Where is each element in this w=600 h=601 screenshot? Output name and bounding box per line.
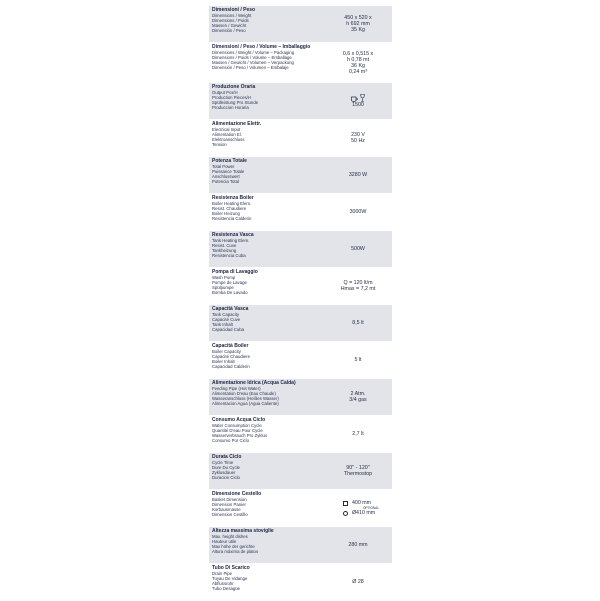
spec-row <box>209 379 392 416</box>
spec-translation: Water Consumption Cycle <box>212 423 262 428</box>
spec-translation: Dimensión / Peso / Volumen – Embalaje <box>212 65 289 71</box>
spec-values <box>324 195 392 229</box>
spec-translation: Capacité Chaudiere <box>212 354 250 360</box>
spec-title: Potenza Totale <box>212 158 247 164</box>
spec-value: 1500 <box>352 102 364 108</box>
spec-title: Durata Ciclo <box>212 454 242 460</box>
spec-translation: Boiler Heating Elem. <box>212 201 252 206</box>
spec-row <box>209 43 392 83</box>
spec-labels <box>212 417 324 451</box>
spec-values <box>324 491 392 525</box>
spec-labels <box>212 195 324 229</box>
spec-values <box>324 565 392 599</box>
spec-translation: Korbausmasse <box>212 507 241 513</box>
spec-translation: Production Pieces/H <box>212 95 251 101</box>
spec-value: Ø 28 <box>352 579 364 585</box>
spec-value: h 692 mm <box>346 21 370 27</box>
spec-value: 450 x 520 x <box>344 15 372 21</box>
spec-row <box>209 120 392 157</box>
spec-values <box>324 343 392 377</box>
spec-labels <box>212 343 324 377</box>
spec-translation: Abflussrohr <box>212 581 234 587</box>
spec-value: 230 V <box>351 132 365 138</box>
spec-values <box>324 44 392 81</box>
spec-translation: Wasseranschluss (Heißes Wasser) <box>212 396 279 402</box>
spec-labels <box>212 380 324 414</box>
spec-translation: Bomba De Lavado <box>212 290 248 296</box>
spec-translation: Capacidad Calderin <box>212 364 250 370</box>
spec-translation: Anschlusswert <box>212 174 240 180</box>
spec-row <box>209 564 392 601</box>
spec-row <box>209 527 392 564</box>
spec-title: Alimentazione Elettr. <box>212 121 262 127</box>
spec-labels <box>212 44 324 81</box>
spec-translation: Tension <box>212 142 227 148</box>
spec-translation: Tank Capacity <box>212 312 239 317</box>
spec-translation: Tank Heating Elem. <box>212 238 250 243</box>
spec-row <box>209 342 392 379</box>
spec-value: Q = 120 lt/m <box>343 280 373 286</box>
spec-title: Alimentazione Idrica (Acqua Calda) <box>212 380 296 386</box>
spec-title: Altezza massima stoviglie <box>212 528 274 534</box>
spec-translation: Alimentacion Agua (Agua Caliente) <box>212 401 279 407</box>
spec-values <box>324 7 392 41</box>
spec-translation: Output Pcs/H <box>212 90 238 95</box>
spec-labels <box>212 7 324 41</box>
spec-row <box>209 490 392 527</box>
spec-translation: Max höhe der gerichte <box>212 544 255 550</box>
spec-row <box>209 231 392 268</box>
spec-title: Consumo Acqua Ciclo <box>212 417 266 423</box>
spec-row <box>209 453 392 490</box>
spec-values <box>324 232 392 266</box>
spec-values <box>324 454 392 488</box>
spec-row <box>209 194 392 231</box>
spec-value: 5 lt <box>354 357 362 363</box>
spec-translation: Alimentation D'eau (Eau Chaude) <box>212 391 276 397</box>
spec-values <box>324 84 392 118</box>
spec-row <box>209 305 392 342</box>
spec-translation: Dimensión / Peso <box>212 28 246 34</box>
spec-translation: Feeding Pipe (Hot Water) <box>212 386 261 391</box>
spec-translation: Produccion Horaria <box>212 105 249 111</box>
square-basket-icon <box>343 501 348 506</box>
spec-labels <box>212 306 324 340</box>
spec-translation: Dimensions / Poids / Volume – Emballage <box>212 55 292 61</box>
spec-title: Pompa di Lavaggio <box>212 269 258 275</box>
spec-value: 36 Kg <box>351 62 365 69</box>
output-icons <box>351 94 365 102</box>
spec-translation: Consumo Por Ciclo <box>212 438 250 444</box>
spec-value: 90'' - 120'' <box>346 465 370 471</box>
spec-translation: Potencia Total <box>212 179 239 185</box>
spec-values <box>324 380 392 414</box>
spec-translation: Dimensions / Weight <box>212 13 252 18</box>
spec-value: Hmax = 7,2 mt <box>340 286 376 292</box>
spec-value: 2 Atm. <box>350 391 366 397</box>
glass-icon <box>360 94 365 102</box>
spec-translation: Duracion Ciclo <box>212 475 240 481</box>
spec-values <box>324 528 392 562</box>
spec-translation: Tankheizung <box>212 248 237 254</box>
spec-translation: Resistencia Cuba <box>212 253 246 259</box>
spec-row <box>209 416 392 453</box>
spec-value: 2,7 lt <box>352 431 364 437</box>
spec-translation: Capacidad Cuba <box>212 327 245 333</box>
basket-options <box>337 500 379 516</box>
spec-values <box>324 306 392 340</box>
spec-translation: Pompe de Lavage <box>212 280 247 286</box>
spec-title: Tubo Di Scarico <box>212 565 250 571</box>
spec-values <box>324 269 392 303</box>
spec-value: 35 Kg <box>351 27 365 33</box>
spec-value: h 0,78 mt <box>346 56 370 63</box>
spec-value: 3/4 gas <box>349 397 367 403</box>
spec-translation: Dure Du Cycle <box>212 465 240 471</box>
spec-translation: Boiler Inhalt <box>212 359 235 365</box>
spec-labels <box>212 158 324 192</box>
spec-translation: Elektroanschluss <box>212 137 245 143</box>
spec-translation: Quantité D'eau Pour Cycle <box>212 428 263 434</box>
spec-translation: Electrical Input <box>212 127 241 132</box>
spec-labels <box>212 121 324 155</box>
spec-value: 8,5 lt <box>352 320 364 326</box>
spec-title: Produzione Oraria <box>212 84 256 90</box>
spec-translation: Massen / Gewicht / Volumen – Verpackung <box>212 60 294 66</box>
spec-translation: Drain Pipe <box>212 571 233 576</box>
basket-round-value: Ø410 mm <box>351 510 376 516</box>
spec-translation: Tuyau De Vidange <box>212 576 248 582</box>
spec-translation: Spülpumpe <box>212 285 234 291</box>
spec-translation: Alimentation El. <box>212 132 242 138</box>
spec-translation: Resistencia Calderin <box>212 216 252 222</box>
spec-value: 3000W <box>349 209 367 215</box>
spec-translation: Dimensions / Weight / Volume – Packaging <box>212 50 295 55</box>
spec-title: Capacità Boiler <box>212 343 249 349</box>
spec-translation: Puissance Totale <box>212 169 245 175</box>
basket-square-value: 400 mm <box>351 500 372 506</box>
spec-value: 0,6 x 0,515 x <box>342 50 374 57</box>
spec-translation: Zyklusdauer <box>212 470 236 476</box>
spec-value: 3280 W <box>348 172 368 178</box>
spec-title: Dimensione Cestello <box>212 491 262 497</box>
spec-translation: Boiler Heizung <box>212 211 240 217</box>
spec-translation: Capacité Cuve <box>212 317 241 323</box>
spec-translation: Boiler Capacity <box>212 349 241 354</box>
spec-title: Resistenza Vasca <box>212 232 254 238</box>
spec-translation: Tank Inhalt <box>212 322 233 328</box>
spec-translation: Dimensions / Poids <box>212 18 249 24</box>
spec-value: Thermostop <box>343 471 373 477</box>
spec-values <box>324 158 392 192</box>
spec-translation: Max. height dishes <box>212 534 248 539</box>
spec-translation: Tubo Desagüe <box>212 586 241 592</box>
spec-value: 0,24 m³ <box>349 68 367 75</box>
spec-labels <box>212 269 324 303</box>
spec-translation: Altura máxima de platos <box>212 549 259 555</box>
spec-labels <box>212 454 324 488</box>
spec-labels <box>212 84 324 118</box>
round-basket-icon <box>343 511 348 516</box>
spec-value: 280 mm <box>348 542 368 548</box>
spec-title: Dimensioni / Peso / Volume – Imballaggio <box>212 44 311 50</box>
spec-translation: Hauteur utile <box>212 539 237 545</box>
spec-translation: Dimension Panier <box>212 502 246 508</box>
spec-row <box>209 6 392 43</box>
spec-translation: Wash Pump <box>212 275 236 280</box>
spec-labels <box>212 528 324 562</box>
spec-translation: Total Power <box>212 164 235 169</box>
spec-translation: Massen / Gewicht <box>212 23 247 29</box>
spec-values <box>324 417 392 451</box>
spec-translation: Resist. Chaudiere <box>212 206 247 212</box>
spec-value: 500W <box>351 246 365 252</box>
spec-translation: Dimension Cestillo <box>212 512 248 518</box>
spec-translation: Spülleistung Pro Stunde <box>212 100 259 106</box>
spec-translation: Cycle Time <box>212 460 234 465</box>
spec-labels <box>212 491 324 525</box>
spec-translation: Resist. Cuve <box>212 243 237 249</box>
spec-sheet <box>209 6 392 601</box>
spec-values <box>324 121 392 155</box>
spec-row <box>209 268 392 305</box>
optional-label: OPTIONAL <box>362 506 380 510</box>
spec-translation: Basket Dimension <box>212 497 247 502</box>
spec-translation: Wasserverbrauch Pro Zyklus <box>212 433 267 439</box>
spec-labels <box>212 565 324 599</box>
spec-row <box>209 157 392 194</box>
spec-title: Resistenza Boiler <box>212 195 254 201</box>
basket-round-option <box>343 510 375 516</box>
spec-title: Dimensioni / Peso <box>212 7 256 13</box>
spec-value: 50 Hz <box>351 138 365 144</box>
spec-row <box>209 83 392 120</box>
spec-title: Capacità Vasca <box>212 306 249 312</box>
spec-labels <box>212 232 324 266</box>
